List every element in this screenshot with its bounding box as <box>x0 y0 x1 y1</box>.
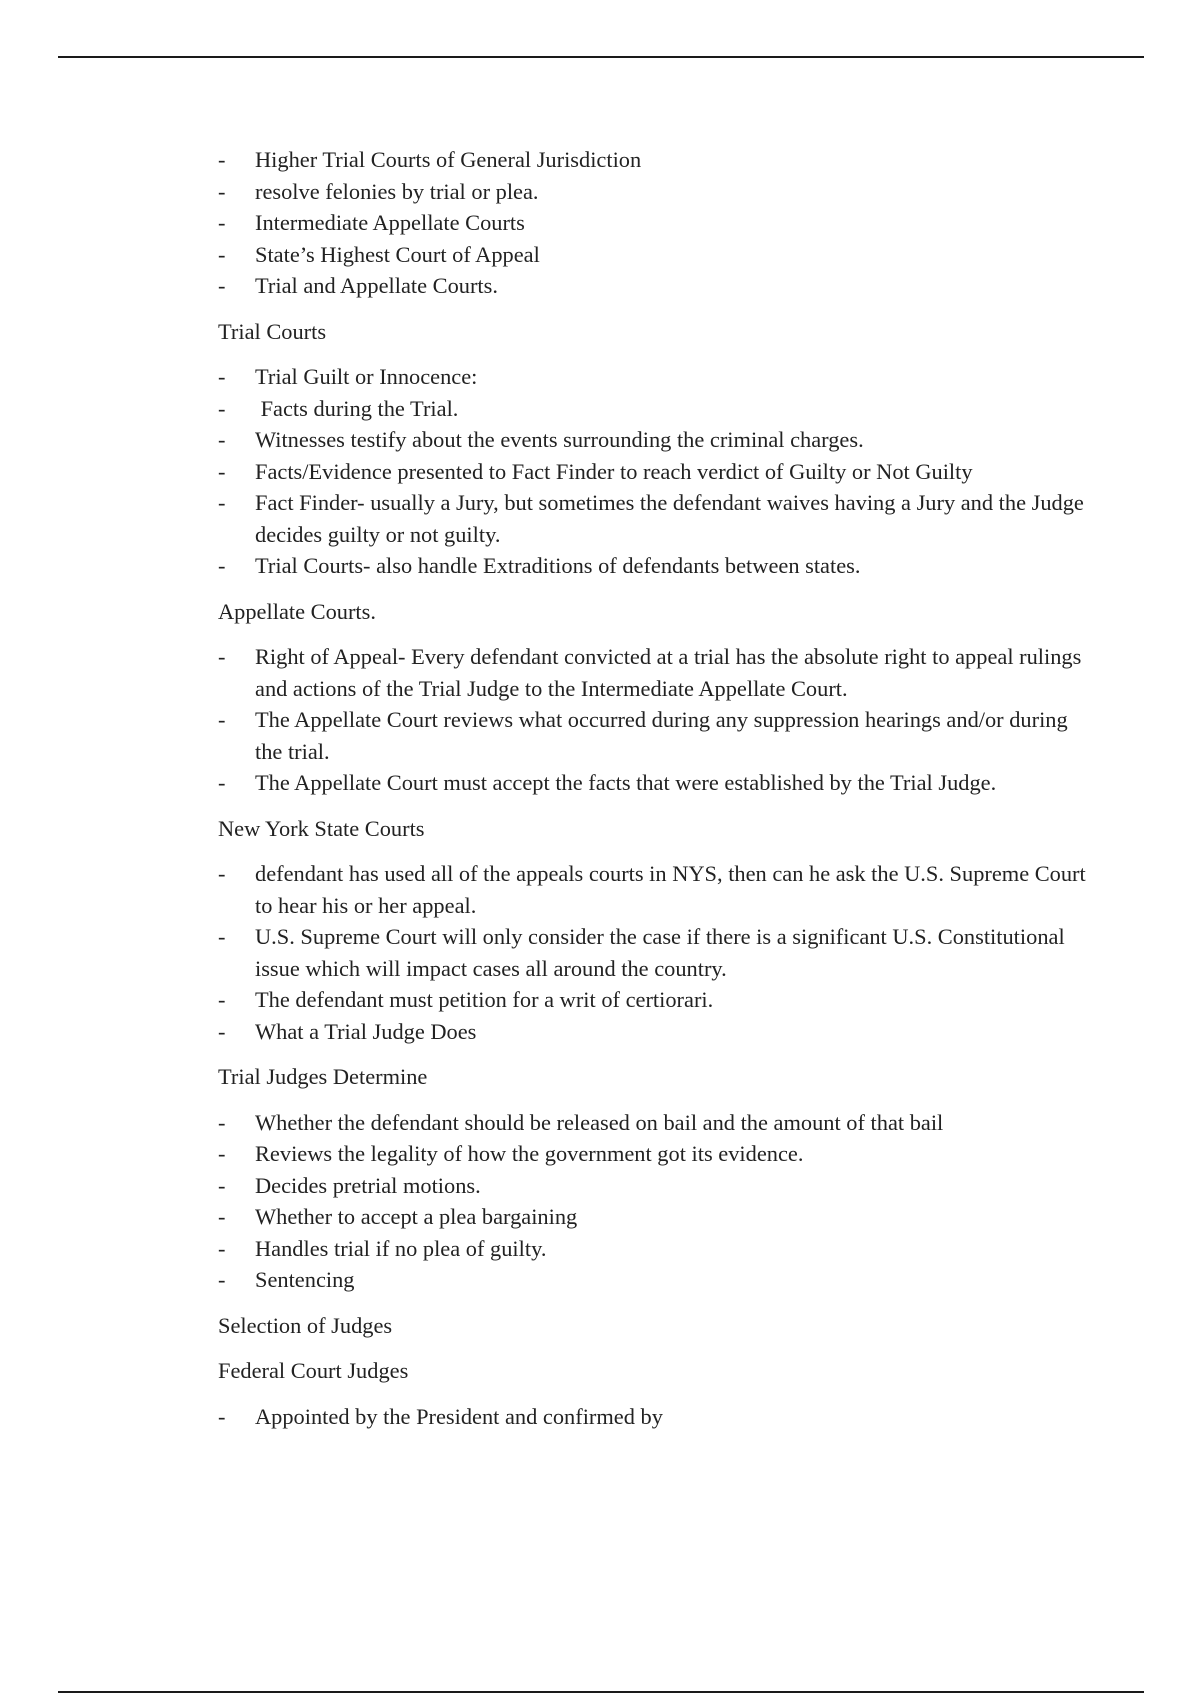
list-item <box>218 858 1098 921</box>
dash-icon: - <box>218 273 226 298</box>
list-item <box>218 550 1098 582</box>
list-item <box>218 1138 1098 1170</box>
list-item <box>218 207 1098 239</box>
list-item-text: Whether the defendant should be released on bail and the amount of that bail <box>255 1109 944 1135</box>
list-item-text: Handles trial if no plea of guilty. <box>255 1235 547 1261</box>
section-heading-selection-of-judges: Selection of Judges <box>218 1312 393 1338</box>
section-heading-trial-courts: Trial Courts <box>218 318 327 344</box>
list-item-text: Trial Courts- also handle Extraditions of defendants between states. <box>255 553 861 578</box>
bullet-list <box>218 1107 1098 1296</box>
dash-icon: - <box>218 1172 226 1198</box>
bullet-list <box>218 858 1098 1047</box>
dash-icon: - <box>218 861 226 886</box>
list-item-text: The defendant must petition for a writ of certiorari. <box>255 987 714 1012</box>
dash-icon: - <box>218 241 226 267</box>
list-item <box>218 1401 1098 1433</box>
dash-icon: - <box>218 147 226 172</box>
list-item-text: Appointed by the President and confirmed by <box>255 1403 663 1429</box>
list-item-text: resolve felonies by trial or plea. <box>255 178 539 204</box>
list-item-text: U.S. Supreme Court will only consider the case if there is a significant U.S. Constitutional issue which will impact cases all around the country. <box>255 924 1065 981</box>
dash-icon: - <box>218 644 226 669</box>
list-item <box>218 1233 1098 1265</box>
list-item <box>218 144 1098 176</box>
document-body <box>218 144 1098 1432</box>
list-item-text: The Appellate Court must accept the facts that were established by the Trial Judge. <box>255 770 997 795</box>
bullet-list <box>218 144 1098 302</box>
list-item-text: What a Trial Judge Does <box>255 1018 477 1044</box>
bullet-list <box>218 641 1098 799</box>
dash-icon: - <box>218 490 226 515</box>
list-item-text: Reviews the legality of how the government got its evidence. <box>255 1141 804 1166</box>
list-item-text: defendant has used all of the appeals courts in NYS, then can he ask the U.S. Supreme Court to hear his or her appeal. <box>255 861 1086 918</box>
list-item <box>218 239 1098 271</box>
list-item <box>218 176 1098 208</box>
dash-icon: - <box>218 1235 226 1261</box>
list-item <box>218 1016 1098 1048</box>
section-heading-appellate-courts: Appellate Courts. <box>218 598 376 624</box>
dash-icon: - <box>218 178 226 204</box>
list-item <box>218 641 1098 704</box>
dash-icon: - <box>218 770 226 795</box>
list-item <box>218 767 1098 799</box>
list-item <box>218 456 1098 488</box>
dash-icon: - <box>218 1109 226 1135</box>
list-item-text: Sentencing <box>255 1267 355 1292</box>
dash-icon: - <box>218 210 226 235</box>
dash-icon: - <box>218 364 226 389</box>
list-item-text: Whether to accept a plea bargaining <box>255 1204 578 1229</box>
list-item-text: Trial and Appellate Courts. <box>255 273 498 298</box>
list-item <box>218 487 1098 550</box>
dash-icon: - <box>218 427 226 452</box>
dash-icon: - <box>218 1141 226 1166</box>
list-item-text: Decides pretrial motions. <box>255 1172 481 1198</box>
list-item-text: Right of Appeal- Every defendant convicted at a trial has the absolute right to appeal rulings and actions of the Trial Judge to the Intermediate Appellate Court. <box>255 644 1082 701</box>
list-item <box>218 704 1098 767</box>
bottom-rule <box>58 1691 1144 1693</box>
dash-icon: - <box>218 987 226 1012</box>
list-item <box>218 424 1098 456</box>
list-item-text: Facts/Evidence presented to Fact Finder to reach verdict of Guilty or Not Guilty <box>255 458 973 484</box>
dash-icon: - <box>218 458 226 484</box>
dash-icon: - <box>218 1403 226 1429</box>
section-heading-trial-judges-determine: Trial Judges Determine <box>218 1064 428 1089</box>
list-item <box>218 270 1098 302</box>
list-item-text: Facts during the Trial. <box>255 395 459 421</box>
list-item <box>218 393 1098 425</box>
section-heading-federal-court-judges: Federal Court Judges <box>218 1358 409 1383</box>
list-item-text: Trial Guilt or Innocence: <box>255 364 478 389</box>
section-heading-new-york-state-courts: New York State Courts <box>218 815 425 841</box>
list-item-text: Fact Finder- usually a Jury, but sometimes the defendant waives having a Jury and the Judge decides guilty or not guilty. <box>255 490 1084 547</box>
dash-icon: - <box>218 924 226 949</box>
top-rule <box>58 56 1144 58</box>
bullet-list <box>218 361 1098 582</box>
dash-icon: - <box>218 707 226 732</box>
dash-icon: - <box>218 1204 226 1229</box>
list-item <box>218 1170 1098 1202</box>
list-item <box>218 1264 1098 1296</box>
dash-icon: - <box>218 395 226 421</box>
list-item <box>218 1201 1098 1233</box>
list-item-text: Witnesses testify about the events surrounding the criminal charges. <box>255 427 864 452</box>
dash-icon: - <box>218 1267 226 1292</box>
list-item <box>218 361 1098 393</box>
list-item <box>218 984 1098 1016</box>
list-item-text: The Appellate Court reviews what occurred during any suppression hearings and/or during the trial. <box>255 707 1068 764</box>
list-item-text: Higher Trial Courts of General Jurisdiction <box>255 147 642 172</box>
list-item <box>218 1107 1098 1139</box>
list-item <box>218 921 1098 984</box>
list-item-text: Intermediate Appellate Courts <box>255 210 525 235</box>
dash-icon: - <box>218 553 226 578</box>
dash-icon: - <box>218 1018 226 1044</box>
list-item-text: State’s Highest Court of Appeal <box>255 241 540 267</box>
bullet-list <box>218 1401 1098 1433</box>
